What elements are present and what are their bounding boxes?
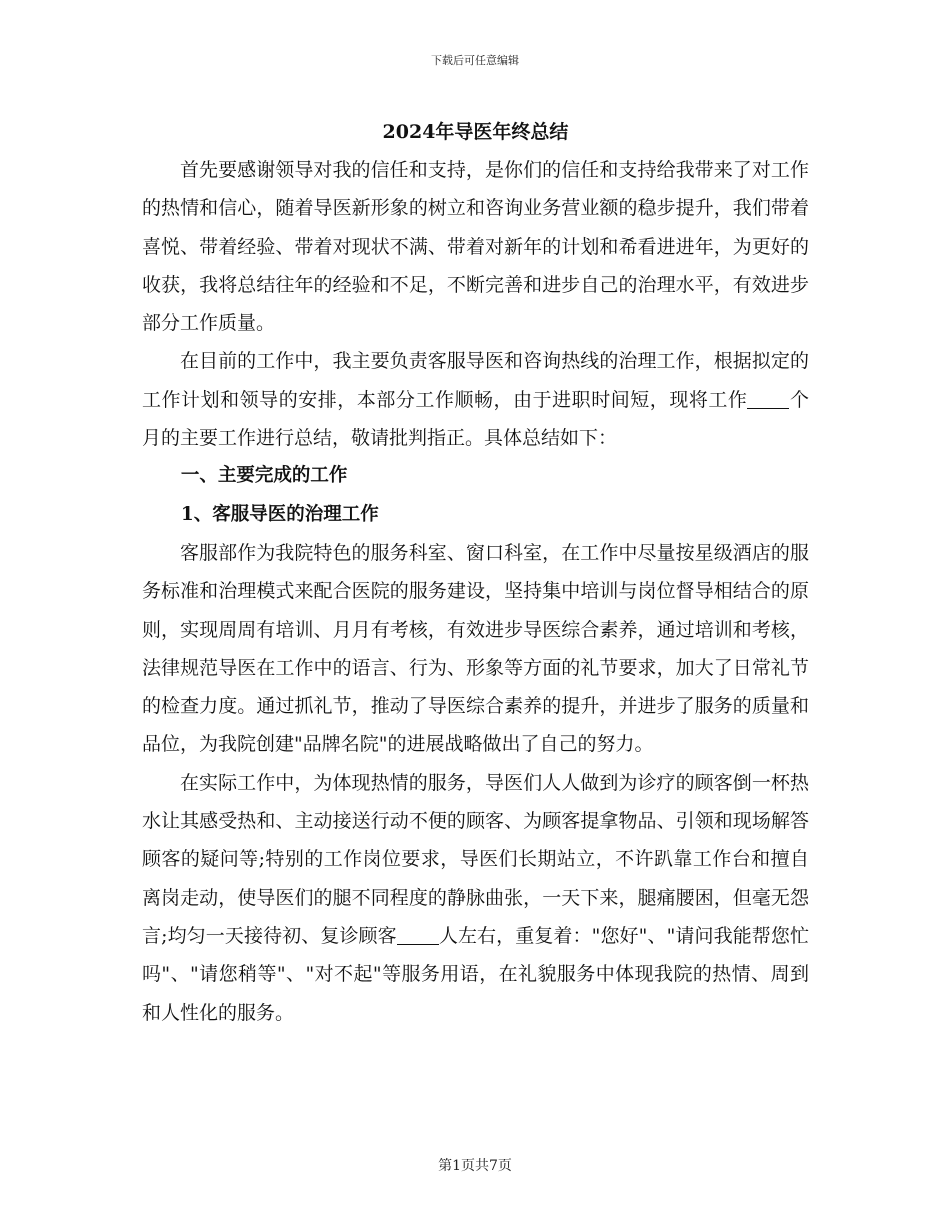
- paragraph-scope: [142, 342, 809, 457]
- document-body: [142, 113, 809, 1032]
- paragraph-practical-text-2: 人左右，重复着："您好"、"请问我能帮您忙吗"、"请您稍等"、"对不起"等服务用语，在礼貌服务中体现我院的热情、周到和人性化的服务。: [142, 924, 809, 1024]
- section-heading-main-work: 一、主要完成的工作: [180, 465, 348, 487]
- paragraph-intro: 首先要感谢领导对我的信任和支持，是你们的信任和支持给我带来了对工作的热情和信心，随着导医新形象的树立和咨询业务营业额的稳步提升，我们带着喜悦、带着经验、带着对现状不满、带着对新年的计划和希看进进年，为更好的收获，我将总结往年的经验和不足，不断完善和进步自己的治理水平，有效进步部分工作质量。: [142, 159, 809, 335]
- page-header-note: 下载后可任意编辑: [431, 54, 519, 67]
- fill-in-blank-months: [747, 389, 789, 409]
- paragraph-scope-text-2: 个月的主要工作进行总结，敬请批判指正。具体总结如下：: [142, 388, 809, 450]
- subsection-heading-guide-management: 1、客服导医的治理工作: [180, 503, 379, 525]
- paragraph-scope-text-1: 在目前的工作中，我主要负责客服导医和咨询热线的治理工作，根据拟定的工作计划和领导的安排，本部分工作顺畅，由于进职时间短，现将工作: [142, 350, 809, 411]
- fill-in-blank-visitors: [397, 925, 439, 945]
- document-title: 2024年导医年终总结: [382, 121, 569, 143]
- paragraph-service-standards: 客服部作为我院特色的服务科室、窗口科室，在工作中尽量按星级酒店的服务标准和治理模式来配合医院的服务建设，坚持集中培训与岗位督导相结合的原则，实现周周有培训、月月有考核，有效进步导医综合素养，通过培训和考核，法律规范导医在工作中的语言、行为、形象等方面的礼节要求，加大了日常礼节的检查力度。通过抓礼节，推动了导医综合素养的提升，并进步了服务的质量和品位，为我院创建"品牌名院"的进展战略做出了自己的努力。: [142, 541, 809, 756]
- paragraph-practical-work: [142, 764, 809, 1032]
- page-number-footer: 第1页共7页: [438, 1158, 512, 1174]
- paragraph-practical-text-1: 在实际工作中，为体现热情的服务，导医们人人做到为诊疗的顾客倒一杯热水让其感受热和、主动接送行动不便的顾客、为顾客提拿物品、引领和现场解答顾客的疑问等;特别的工作岗位要求，导医们长期站立，不许趴靠工作台和擅自离岗走动，使导医们的腿不同程度的静脉曲张，一天下来，腿痛腰困，但毫无怨言;均匀一天接待初、复诊顾客: [142, 771, 809, 947]
